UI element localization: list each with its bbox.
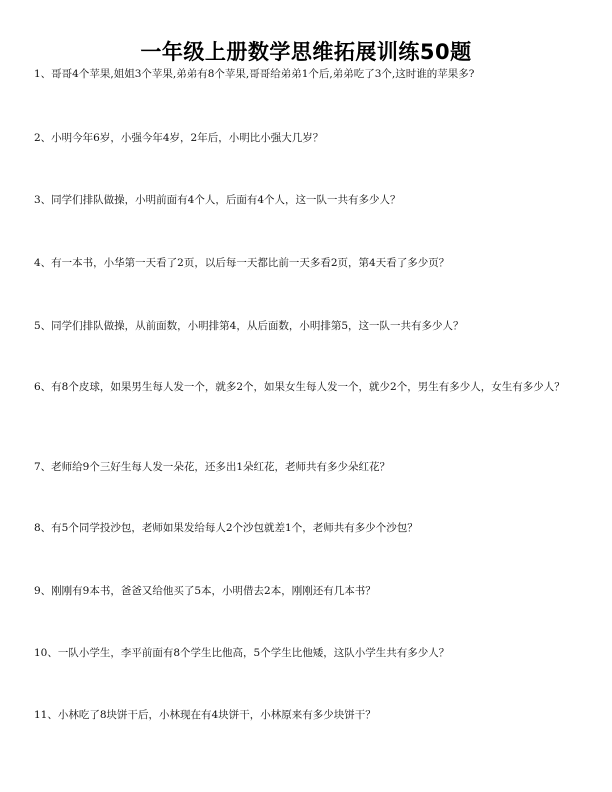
question-7: 7、老师给9个三好生每人发一朵花，还多出1朵红花，老师共有多少朵红花？ — [34, 461, 391, 473]
question-2: 2、小明今年6岁，小强今年4岁，2年后，小明比小强大几岁？ — [34, 132, 324, 144]
page-title: 一年级上册数学思维拓展训练50题 — [140, 40, 472, 64]
question-6: 6、有8个皮球，如果男生每人发一个，就多2个，如果女生每人发一个，就少2个，男生有多少人，女生有多少人？ — [34, 381, 565, 393]
question-3: 3、同学们排队做操，小明前面有4个人，后面有4个人，这一队一共有多少人？ — [34, 194, 401, 206]
question-8: 8、有5个同学投沙包，老师如果发给每人2个沙包就差1个，老师共有多少个沙包？ — [34, 522, 418, 534]
question-4: 4、有一本书，小华第一天看了2页，以后每一天都比前一天多看2页，第4天看了多少页？ — [34, 257, 450, 269]
question-11: 11、小林吃了8块饼干后，小林现在有4块饼干，小林原来有多少块饼干？ — [34, 709, 376, 721]
question-5: 5、同学们排队做操，从前面数，小明排第4，从后面数，小明排第5，这一队一共有多少人？ — [34, 320, 464, 332]
question-1: 1、哥哥4个苹果,姐姐3个苹果,弟弟有8个苹果,哥哥给弟弟1个后,弟弟吃了3个,这时谁的苹果多? — [34, 68, 475, 80]
question-10: 10、一队小学生，李平前面有8个学生比他高，5个学生比他矮，这队小学生共有多少人？ — [34, 647, 450, 659]
question-9: 9、刚刚有9本书，爸爸又给他买了5本，小明借去2本，刚刚还有几本书？ — [34, 585, 376, 597]
